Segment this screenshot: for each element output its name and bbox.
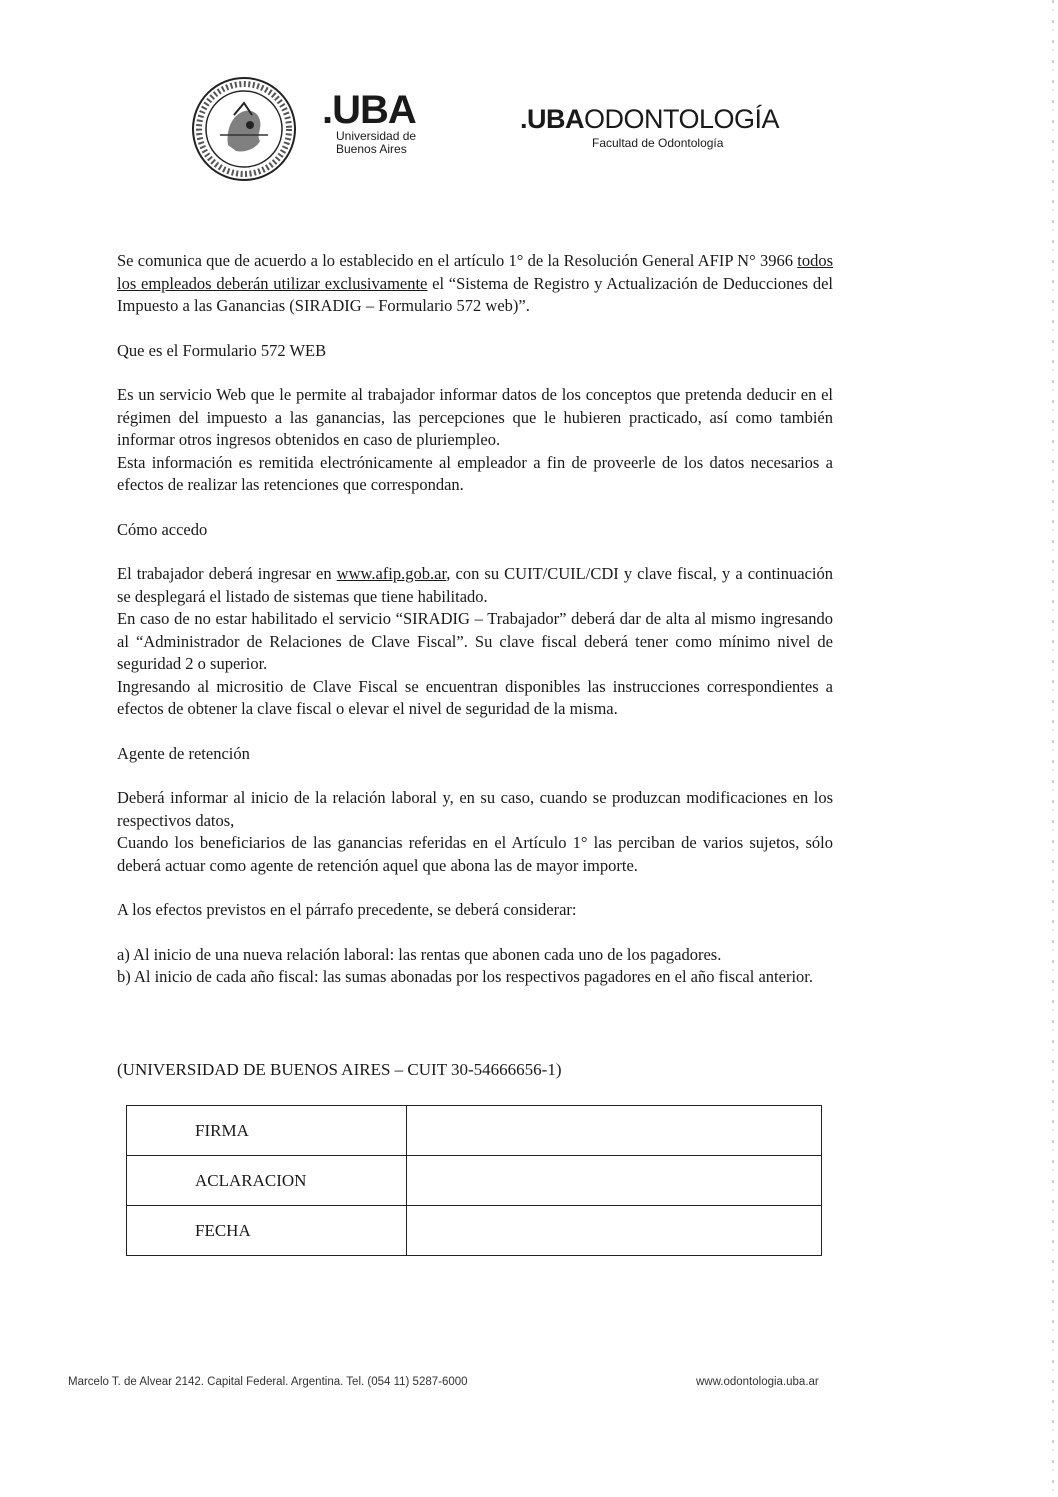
formulario-paragraph-1: Es un servicio Web que le permite al trabajador informar datos de los conceptos que pretenda deducir en el régimen del impuesto a las ganancias, las percepciones que le hubieren practicado, así como también informar otros ingresos obtenidos en caso de pluriempleo. [117, 385, 833, 449]
firma-label: FIRMA [127, 1106, 407, 1156]
faculty-logo [520, 104, 779, 150]
intro-underlined: todos los empleados deberán utilizar exclusivamente [117, 251, 833, 293]
firma-field[interactable] [407, 1106, 822, 1156]
aclaracion-field[interactable] [407, 1156, 822, 1206]
faculty-logo-bold: .UBA [520, 104, 584, 134]
uba-logo-full: Universidad de Buenos Aires [336, 129, 417, 156]
retencion-item-b: b) Al inicio de cada año fiscal: las sumas abonadas por los respectivos pagadores en el año fiscal anterior. [117, 967, 813, 986]
table-row [127, 1156, 822, 1206]
aclaracion-label: ACLARACION [127, 1156, 407, 1206]
uba-logo [322, 90, 446, 156]
retencion-paragraph-1: Deberá informar al inicio de la relación laboral y, en su caso, cuando se produzcan modificaciones en los respectivos datos, [117, 788, 833, 830]
fecha-label: FECHA [127, 1206, 407, 1256]
acceso-paragraph-1: El trabajador deberá ingresar en www.afip.gob.ar, con su CUIT/CUIL/CDI y clave fiscal, y a continuación se desplegará el listado de sistemas que tiene habilitado. [117, 564, 833, 606]
scan-edge-noise [1052, 0, 1054, 1497]
entity-cuit-line: (UNIVERSIDAD DE BUENOS AIRES – CUIT 30-54666656-1) [117, 1060, 562, 1079]
retencion-paragraph-3: A los efectos previstos en el párrafo precedente, se deberá considerar: [117, 900, 577, 919]
retencion-item-a: a) Al inicio de una nueva relación laboral: las rentas que abonen cada uno de los pagadores. [117, 944, 722, 964]
afip-link[interactable]: www.afip.gob.ar [336, 564, 447, 583]
retencion-paragraph-2: Cuando los beneficiarios de las ganancias referidas en el Artículo 1° las perciban de varios sujetos, sólo deberá actuar como agente de retención aquel que abona las de mayor importe. [117, 833, 833, 875]
faculty-logo-rest: ODONTOLOGÍA [584, 104, 780, 134]
fecha-field[interactable] [407, 1206, 822, 1256]
acceso-paragraph-2: En caso de no estar habilitado el servicio “SIRADIG – Trabajador” deberá dar de alta al mismo ingresando al “Administrador de Relaciones de Clave Fiscal”. Su clave fiscal deberá tener como mínimo nivel de seguridad 2 o superior. [117, 609, 833, 673]
university-seal-icon [190, 75, 298, 183]
heading-agente-retencion: Agente de retención [117, 743, 250, 763]
heading-como-accedo: Cómo accedo [117, 519, 208, 539]
document-body [117, 250, 833, 989]
heading-formulario: Que es el Formulario 572 WEB [117, 340, 327, 360]
intro-paragraph: Se comunica que de acuerdo a lo establecido en el artículo 1° de la Resolución General AFIP N° 3966 todos los empleados deberán utilizar exclusivamente el “Sistema de Registro y Actualización de Deducciones del Impuesto a las Ganancias (SIRADIG – Formulario 572 web)”. [117, 251, 834, 315]
footer-address: Marcelo T. de Alvear 2142. Capital Federal. Argentina. Tel. (054 11) 5287-6000 [68, 1376, 468, 1388]
footer-website[interactable]: www.odontologia.uba.ar [696, 1376, 819, 1388]
table-row [127, 1206, 822, 1256]
acceso-paragraph-3: Ingresando al micrositio de Clave Fiscal se encuentran disponibles las instrucciones correspondientes a efectos de obtener la clave fiscal o elevar el nivel de seguridad de la misma. [117, 676, 833, 718]
formulario-paragraph-2: Esta información es remitida electrónicamente al empleador a fin de proveerle de los datos necesarios a efectos de realizar las retenciones que correspondan. [117, 452, 833, 494]
faculty-name: Facultad de Odontología [592, 136, 724, 150]
table-row [127, 1106, 822, 1156]
signature-table [126, 1105, 822, 1256]
uba-logo-short: .UBA [322, 88, 416, 132]
